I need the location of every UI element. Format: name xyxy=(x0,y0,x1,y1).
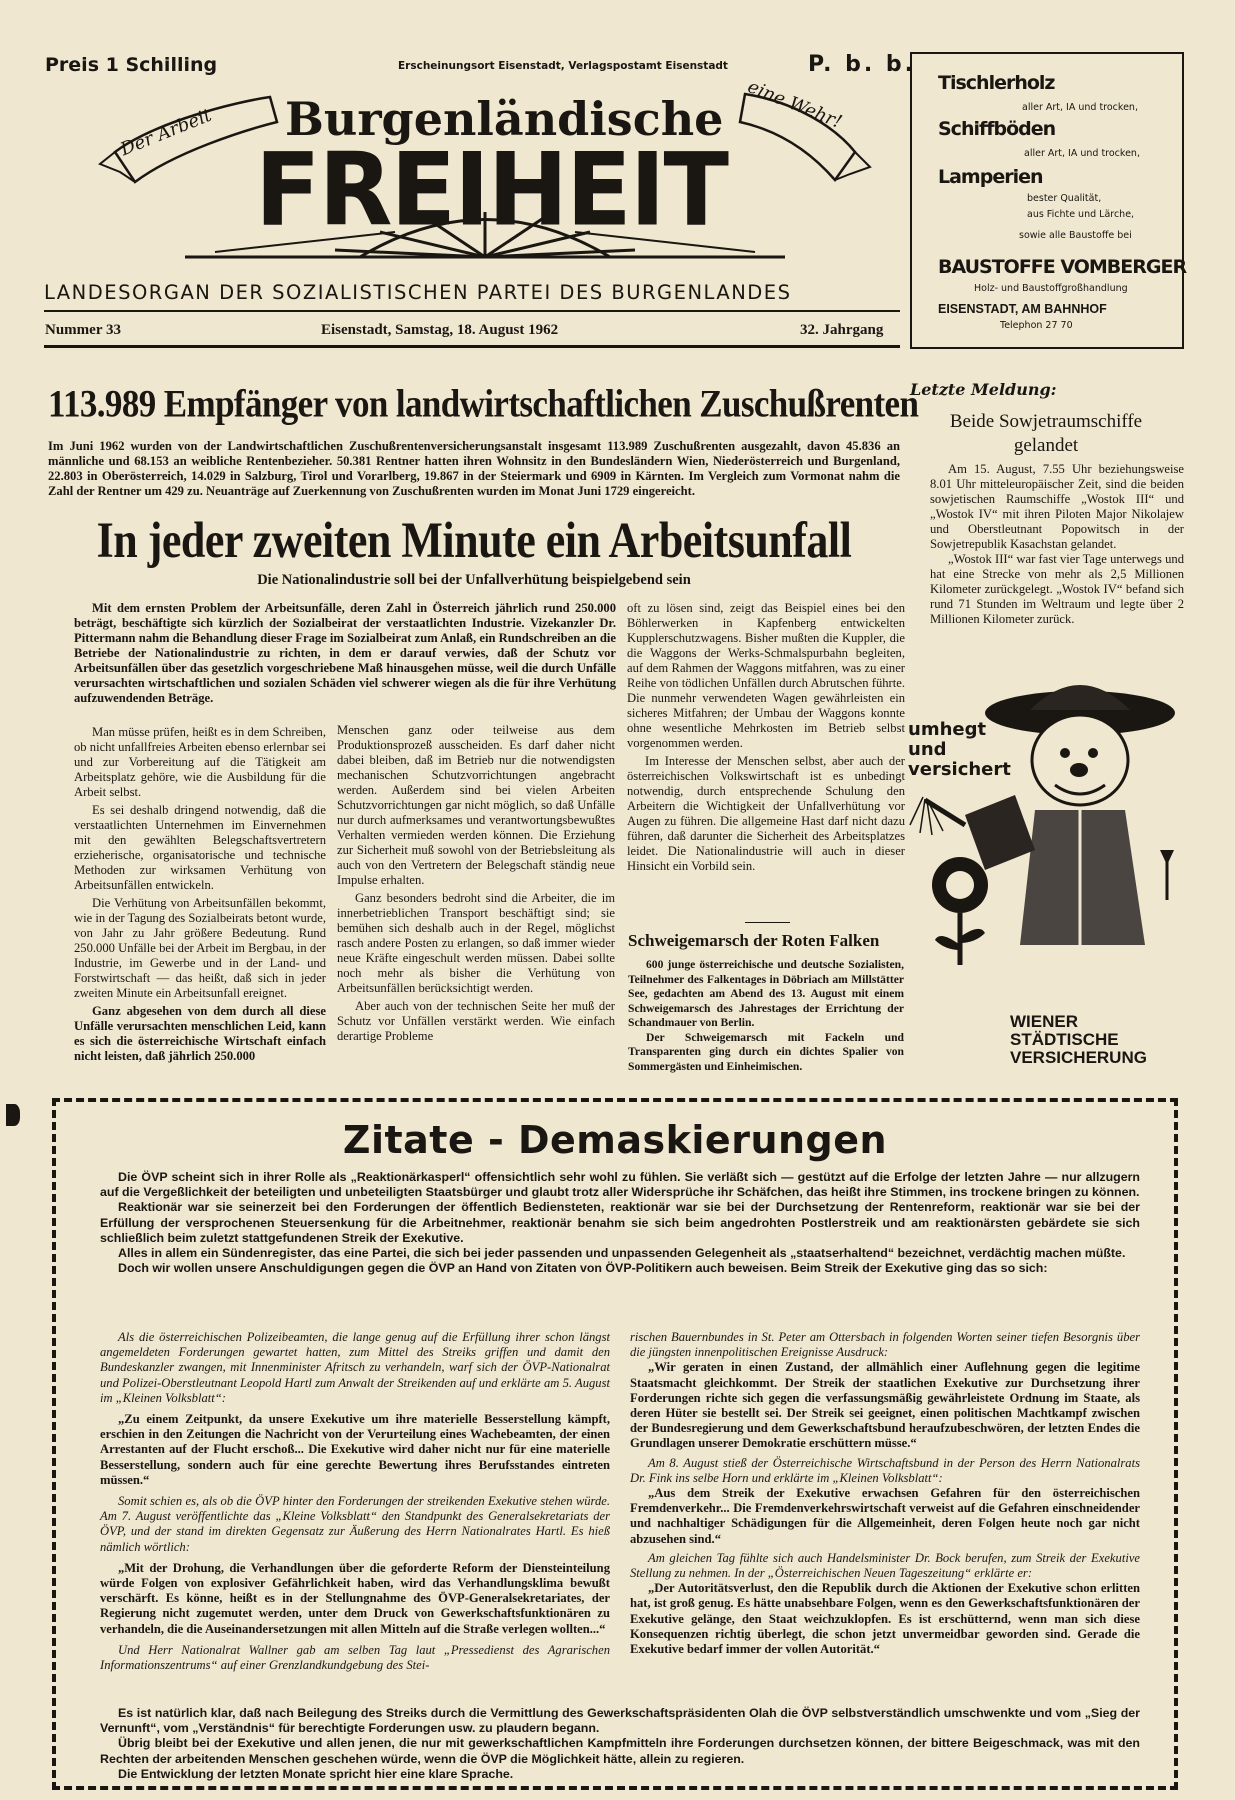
paragraph-text: Und Herr Nationalrat Wallner gab am selben Tag laut „Pressedienst des Agrarischen Informationszentrums“ auf einer Grenzlandkundgebung des Stei- xyxy=(100,1642,610,1673)
ad-item-3-note: sowie alle Baustoffe bei xyxy=(1019,230,1132,241)
quote: „Zu einem Zeitpunkt, da unsere Exekutive um ihre materielle Besserstellung kämpft, erschien in den Zeitungen die Nachricht von der Verurteilung eines Wachebeamten, der einen Arrestanten auf der Flucht erschoß... Die Exekutive wird daher nicht nur für eine materielle Besserstellung, sondern auch für eine gerechte Bewertung ihres Berufsstandes eintreten müssen.“ xyxy=(100,1412,610,1487)
paragraph xyxy=(630,1330,1140,1360)
paragraph-text: Am gleichen Tag fühlte sich auch Handelsminister Dr. Bock berufen, zum Streik der Exekutive Stellung zu nehmen. In der „Österreichischen Neuen Tageszeitung“ erklärte er: xyxy=(630,1550,1140,1581)
paragraph-text: Als die österreichischen Polizeibeamten, die lange genug auf die Erfüllung ihrer schon längst angemeldeten Forderungen gewartet hatten, zum Mittel des Streiks griffen und damit den Bundeskanzler zwangen, mit Innenminister Afritsch zu verhandeln, warf sich der ÖVP-Nationalrat und Polizei-Oberstleutnant Leopold Hartl zum Anwalt der Streikenden auf und erklärte am 5. August im „Kleinen Volksblatt“: xyxy=(100,1330,610,1405)
ad-address: EISENSTADT, AM BAHNHOF xyxy=(938,302,1107,316)
divider xyxy=(44,345,900,348)
paragraph: „Wostok III“ war fast vier Tage unterwegs und hat eine Strecke von mehr als 2,5 Millionen Kilometer zurückgelegt. „Wostok IV“ befand sich rund 71 Stunden im Weltraum und legte über 2 Millionen Kilometer zurück. xyxy=(930,552,1184,626)
quote: „Wir geraten in einen Zustand, der allmählich einer Auflehnung gegen die legitime Staatsmacht gleichkommt. Der Streik der staatlichen Exekutive zur Durchsetzung ihrer Forderungen richte sich gegen die verfassungsmäßig gewährleistete Ordnung im Staate, als deren Hüter sie bestellt sei. Der Streik sei geeignet, einen politischen Machtkampf zwischen der Bundesregierung und dem Gewerkschaftsbund heraufzubeschwören, der letzten Endes die Grundlagen unserer Demokratie erschüttern müsse.“ xyxy=(630,1360,1140,1451)
brand-line: VERSICHERUNG xyxy=(1010,1048,1147,1067)
latest-news-headline: Beide Sowjetraumschiffe gelandet xyxy=(949,411,1143,456)
latest-news-label: Letzte Meldung: xyxy=(910,380,1057,399)
paragraph-text: Somit schien es, als ob die ÖVP hinter den Forderungen der streikenden Exekutive stehen würde. Am 7. August veröffentlichte das „Kleine Volksblatt“ den Standpunkt des Generalsekretariats der ÖVP, und der stand im direkten Gegensatz zur Äußerung des Herrn Nationalrates Hartl. Es hieß nämlich wörtlich: xyxy=(100,1494,610,1554)
paragraph xyxy=(630,1551,1140,1581)
newspaper-name-line2: FREIHEIT xyxy=(255,131,727,249)
article-silent-march xyxy=(628,958,904,1074)
ad-item-2: Schiffböden xyxy=(938,118,1056,140)
article-accidents-col1 xyxy=(74,725,326,1064)
paragraph: Die Entwicklung der letzten Monate spricht hier eine klare Sprache. xyxy=(118,1766,514,1781)
divider xyxy=(745,922,790,923)
punch-hole-mark xyxy=(6,1104,20,1126)
slogan-right: eine Wehr! xyxy=(744,76,845,133)
publication-place: Erscheinungsort Eisenstadt, Verlagspostamt Eisenstadt xyxy=(398,60,728,72)
postal-mark: P. b. b. xyxy=(808,52,916,77)
article-pensions-body: Im Juni 1962 wurden von der Landwirtschaftlichen Zuschußrentenversicherungsanstalt insgesamt 113.989 Zuschußrenten ausgezahlt, davon 45.836 an männliche und 68.153 an weibliche Rentenbezieher. 50.381 Rentner hatten ihren Wohnsitz in den Bundesländern Wien, Niederösterreich und Burgenland, 22.803 in Oberösterreich, 14.029 in Salzburg, Tirol und Vorarlberg, 19.867 in der Steiermark und 6909 in Kärnten. Im Vergleich zum Vormonat nahm die Zahl der Rentner um 429 zu. Neuanträge auf Zuerkennung von Zuschußrenten wurden im Monat Juni 1729 eingereicht. xyxy=(48,439,900,498)
price-label: Preis 1 Schilling xyxy=(45,54,218,76)
paragraph: Alles in allem ein Sündenregister, das eine Partei, die sich bei jeder passenden und unpassenden Gelegenheit als „staatserhaltend“ bezeichnet, verdächtig machen müßte. xyxy=(118,1246,1126,1261)
quote: „Aus dem Streik der Exekutive erwachsen Gefahren für den österreichischen Fremdenverkehr... Die Fremdenverkehrswirtschaft verweist auf die Gefahren einschneidender und nachhaltiger Schädigungen für die Allgemeinheit, deren Folgen heute noch gar nicht abzusehen sind.“ xyxy=(630,1486,1140,1546)
divider xyxy=(44,310,900,312)
paragraph: Man müsse prüfen, heißt es in dem Schreiben, ob nicht unfallfreies Arbeiten ebenso erlernbar sei und zur Vorbereitung auf die Tätigkeit am Arbeitsplatz gehöre, wie die Ausbildung für die Arbeit selbst. xyxy=(74,725,326,799)
paragraph: Es ist natürlich klar, daß nach Beilegung des Streiks durch die Vermittlung des Gewerkschaftspräsidenten Olah die ÖVP selbstverständlich umschwenkte und vom „Sieg der Vernunft“, vom „Verständnis“ für berechtigte Forderungen usw. zu plaudern begann. xyxy=(100,1706,1140,1736)
slogan-line: versichert xyxy=(908,759,1011,780)
brand-line: WIENER xyxy=(1010,1012,1078,1031)
paragraph xyxy=(100,1494,610,1555)
ad-item-3-note: bester Qualität, xyxy=(1027,193,1102,204)
paragraph: Am 15. August, 7.55 Uhr beziehungsweise 8.01 Uhr mitteleuropäischer Zeit, sind die beiden sowjetischen Raumschiffe „Wostok III“ und „Wostok IV“ mit ihren Piloten Major Nikolajew und Oberstleutnant Popowitsch in der Sowjetrepublik Kasachstan gelandet. xyxy=(930,462,1184,551)
issue-volume: 32. Jahrgang xyxy=(800,322,884,338)
paragraph: Übrig bleibt bei der Exekutive und allen jenen, die nur mit gewerkschaftlichen Kampfmitteln ihre Forderungen durchsetzen können, der bittere Beigeschmack, was mit den Rechten der arbeitenden Menschen geschehen würde, wenn die ÖVP die Möglichkeit hätte, allein zu regieren. xyxy=(100,1736,1140,1766)
paragraph: Es sei deshalb dringend notwendig, daß die verstaatlichten Unternehmen im Einvernehmen mit den gewählten Belegschaftsvertretern erzieherische, organisatorische und technische Methoden zur wirksamen Verhütung von Arbeitsunfällen entwickeln. xyxy=(74,803,326,892)
slogan-line: und xyxy=(908,739,947,760)
paragraph: Die ÖVP scheint sich in ihrer Rolle als „Reaktionärkasperl“ offensichtlich sehr wohl zu fühlen. Sie verläßt sich — gestützt auf die Erfolge der letzten Jahre — nur allzugern auf die Vergeßlichkeit der beteiligten und unbeteiligten Staatsbürger und glaubt trotz aller Widersprüche ihr Schäfchen, das heißt ihre Stimmen, ins trockene bringen zu können. xyxy=(100,1170,1140,1200)
ad-item-1-note: aller Art, IA und trocken, xyxy=(1022,102,1138,113)
paragraph: Im Interesse der Menschen selbst, aber auch der österreichischen Volkswirtschaft ist es unbedingt notwendig, durch entsprechende Schulung den Arbeitern die Wichtigkeit der Unfallverhütung vor Augen zu führen. Die allgemeine Hast darf nicht dazu führen, daß darunter die Sicherheit des Arbeitsplatzes leidet. Die Nationalindustrie will auch in dieser Hinsicht ein Vorbild sein. xyxy=(627,754,905,873)
quotes-col-right xyxy=(630,1330,1140,1657)
newspaper-subtitle: LANDESORGAN DER SOZIALISTISCHEN PARTEI DES BURGENLANDES xyxy=(44,281,792,304)
article-accidents-col3 xyxy=(627,601,905,874)
headline-accidents: In jeder zweiten Minute ein Arbeitsunfall xyxy=(96,512,852,569)
newspaper-name-line1: Burgenländische xyxy=(285,92,724,146)
paragraph-text: rischen Bauernbundes in St. Peter am Ottersbach in folgenden Worten seiner tiefen Besorgnis über die jüngsten innenpolitischen Ereignisse Ausdruck: xyxy=(630,1330,1140,1360)
headline-pensions: 113.989 Empfänger von landwirtschaftlichen Zuschußrenten xyxy=(48,381,919,426)
slogan-line: umhegt xyxy=(908,719,987,740)
latest-news-body xyxy=(930,462,1184,627)
quotes-outro xyxy=(100,1706,1140,1782)
brand-line: STÄDTISCHE xyxy=(1010,1030,1119,1049)
paragraph: Ganz abgesehen von dem durch all diese Unfälle verursachten menschlichen Leid, kann es sich die österreichische Wirtschaft einfach nicht leisten, daß jährlich 250.000 xyxy=(74,1004,326,1063)
article-accidents-col2 xyxy=(337,723,615,1044)
slogan-left: Der Arbeit xyxy=(117,104,215,161)
paragraph: Reaktionär war sie seinerzeit bei den Forderungen der öffentlich Bediensteten, reaktionär war sie bei der Durchsetzung der Rentenreform, reaktionär war sie bei der Erfüllung der versprochenen Steuersenkung für die Arbeitnehmer, reaktionär benahm sie sich beim angedrohten Postlerstreik und am reaktionärsten gebärdete sie sich schließlich beim zuletzt stattgefundenen Streik der Exekutive. xyxy=(100,1200,1140,1245)
ad-company-desc: Holz- und Baustoffgroßhandlung xyxy=(974,283,1128,294)
ad-item-2-note: aller Art, IA und trocken, xyxy=(1024,148,1140,159)
paragraph: Menschen ganz oder teilweise aus dem Produktionsprozeß ausscheiden. Es darf daher nicht dabei bleiben, daß im Betrieb nur die notwendigsten mechanischen Schutzvorrichtungen angebracht werden. Außerdem sind bei vielen Arbeiten Schutzvorrichtungen gar nicht möglich, so daß Unfälle nur durch aufmerksames und verantwortungsbewußtes Verhalten vermieden werden können. Die Erziehung zur Sicherheit muß sowohl von der Betriebsleitung als auch von den Vertretern der Belegschaft ständig neue Impulse erhalten. xyxy=(337,723,615,887)
ad-company: BAUSTOFFE VOMBERGER xyxy=(938,256,1187,278)
paragraph: Ganz besonders bedroht sind die Arbeiter, die im innerbetrieblichen Transport beschäftigt sind; sie bemühen sich deshalb auch in der Regel, möglichst rasch andere Posten zu erlangen, so daß immer wieder neue Kräfte eingeschult werden müssen. Dabei sollte noch mehr als bisher die Verhütung von Arbeitsunfällen berücksichtigt werden. xyxy=(337,891,615,995)
ad-item-3: Lamperien xyxy=(938,166,1043,188)
paragraph: Die Verhütung von Arbeitsunfällen bekommt, wie in der Tagung des Sozialbeirats betont wurde, von Jahr zu Jahr größere Bedeutung. Rund 250.000 Unfälle bei der Arbeit im Bergbau, in der Industrie, im Gewerbe und in der Land- und Forstwirtschaft — das heißt, daß sich in jeder zweiten Minute ein Arbeitsunfall ereignet. xyxy=(74,896,326,1000)
subheadline-accidents: Die Nationalindustrie soll bei der Unfallverhütung beispielgebend sein xyxy=(257,572,691,588)
ad-phone: Telephon 27 70 xyxy=(1000,320,1073,331)
paragraph: oft zu lösen sind, zeigt das Beispiel eines bei den Böhlerwerken in Kapfenberg entwickelten Kupplerschutzwagens. Bisher mußten die Kuppler, die die Waggons der Werks-Schmalspurbahn begleiten, auf dem Rahmen der Waggons mitfahren, was zu einer Reihe von tödlichen Unfällen durch Abrutschen führte. Die nunmehr verwendeten Wagen gewährleisten ein sicheres Mitfahren; der Umbau der Waggons konnte ohne wesentliche Mehrkosten im Betrieb selbst vorgenommen werden. xyxy=(627,601,905,750)
issue-number: Nummer 33 xyxy=(45,322,121,338)
paragraph xyxy=(100,1330,610,1406)
ad-item-1: Tischlerholz xyxy=(938,72,1055,94)
quote: „Mit der Drohung, die Verhandlungen über die geforderte Reform der Diensteinteilung würde Folgen von explosiver Gefährlichkeit haben, wird das Verhandlungsklima bewußt verschärft. Es könne, heißt es in der Stellungnahme des ÖVP-Generalsekretariates, der Regierung nicht zugemutet werden, unter dem Druck von Gewerkschaftsfunktionären zu verhandeln, die die Auseinandersetzungen mit allen Mitteln auf die Straße verlegen wollten...“ xyxy=(100,1560,610,1636)
headline-silent-march: Schweigemarsch der Roten Falken xyxy=(628,931,880,950)
insurance-ad-brand xyxy=(1010,1013,1147,1067)
quote: „Der Autoritätsverlust, den die Republik durch die Aktionen der Exekutive schon erlitten hat, ist groß genug. Es hätte unabsehbare Folgen, wenn es den Gewerkschaftsfunktionären der Exekutive gelänge, den Staat weichzuklopfen. Es ist erschütternd, wenn man sich diese Konsequenzen richtig überlegt, die schon jetzt unvermeidbar geworden sind. Gerade die Exekutive bedarf immer der vollen Autorität.“ xyxy=(630,1581,1140,1657)
paragraph-text: Am 8. August stieß der Österreichische Wirtschaftsbund in der Person des Herrn Nationalrats Dr. Fink ins selbe Horn und erklärte im „Kleinen Volksblatt“: xyxy=(630,1455,1140,1485)
paragraph: Der Schweigemarsch mit Fackeln und Transparenten ging durch ein dichtes Spalier von Sommergästen und Einheimischen. xyxy=(628,1030,904,1073)
headline-quotes: Zitate - Demaskierungen xyxy=(342,1118,888,1162)
gardener-illustration xyxy=(905,675,1185,1035)
issue-date: Eisenstadt, Samstag, 18. August 1962 xyxy=(321,322,559,338)
ad-item-3-note: aus Fichte und Lärche, xyxy=(1027,209,1135,220)
paragraph: Aber auch von der technischen Seite her muß der Schutz vor Unfällen verstärkt werden. Wie einfach derartige Probleme xyxy=(337,999,615,1043)
paragraph xyxy=(630,1456,1140,1486)
article-accidents-intro: Mit dem ernsten Problem der Arbeitsunfälle, deren Zahl in Österreich jährlich rund 250.000 beträgt, beschäftigte sich kürzlich der Sozialbeirat der verstaatlichten Industrie. Vizekanzler Dr. Pittermann nahm die Behandlung dieser Frage im Sozialbeirat zum Anlaß, ein Rundschreiben an die Betriebe der Nationalindustrie zu richten, in dem er darauf verwies, daß der Schutz vor Arbeitsunfällen über das gesetzlich vorgeschriebene Maß hinausgehen müsse, weil die durch Unfälle verursachten wirtschaftlichen und sozialen Schäden viel schwerer wiegen als die für ihre Verhütung aufzuwendenden Beträge. xyxy=(74,601,616,705)
quotes-intro xyxy=(100,1170,1140,1276)
paragraph: Doch wir wollen unsere Anschuldigungen gegen die ÖVP an Hand von Zitaten von ÖVP-Politikern auch beweisen. Beim Streik der Exekutive ging das so sich: xyxy=(118,1261,1048,1276)
paragraph: 600 junge österreichische und deutsche Sozialisten, Teilnehmer des Falkentages in Döbriach am Millstätter See, gedachten am Abend des 13. August mit einem Schweigemarsch des Jahrestages der Errichtung der Schandmauer von Berlin. xyxy=(628,958,904,1029)
quotes-col-left xyxy=(100,1330,610,1673)
paragraph xyxy=(100,1643,610,1673)
